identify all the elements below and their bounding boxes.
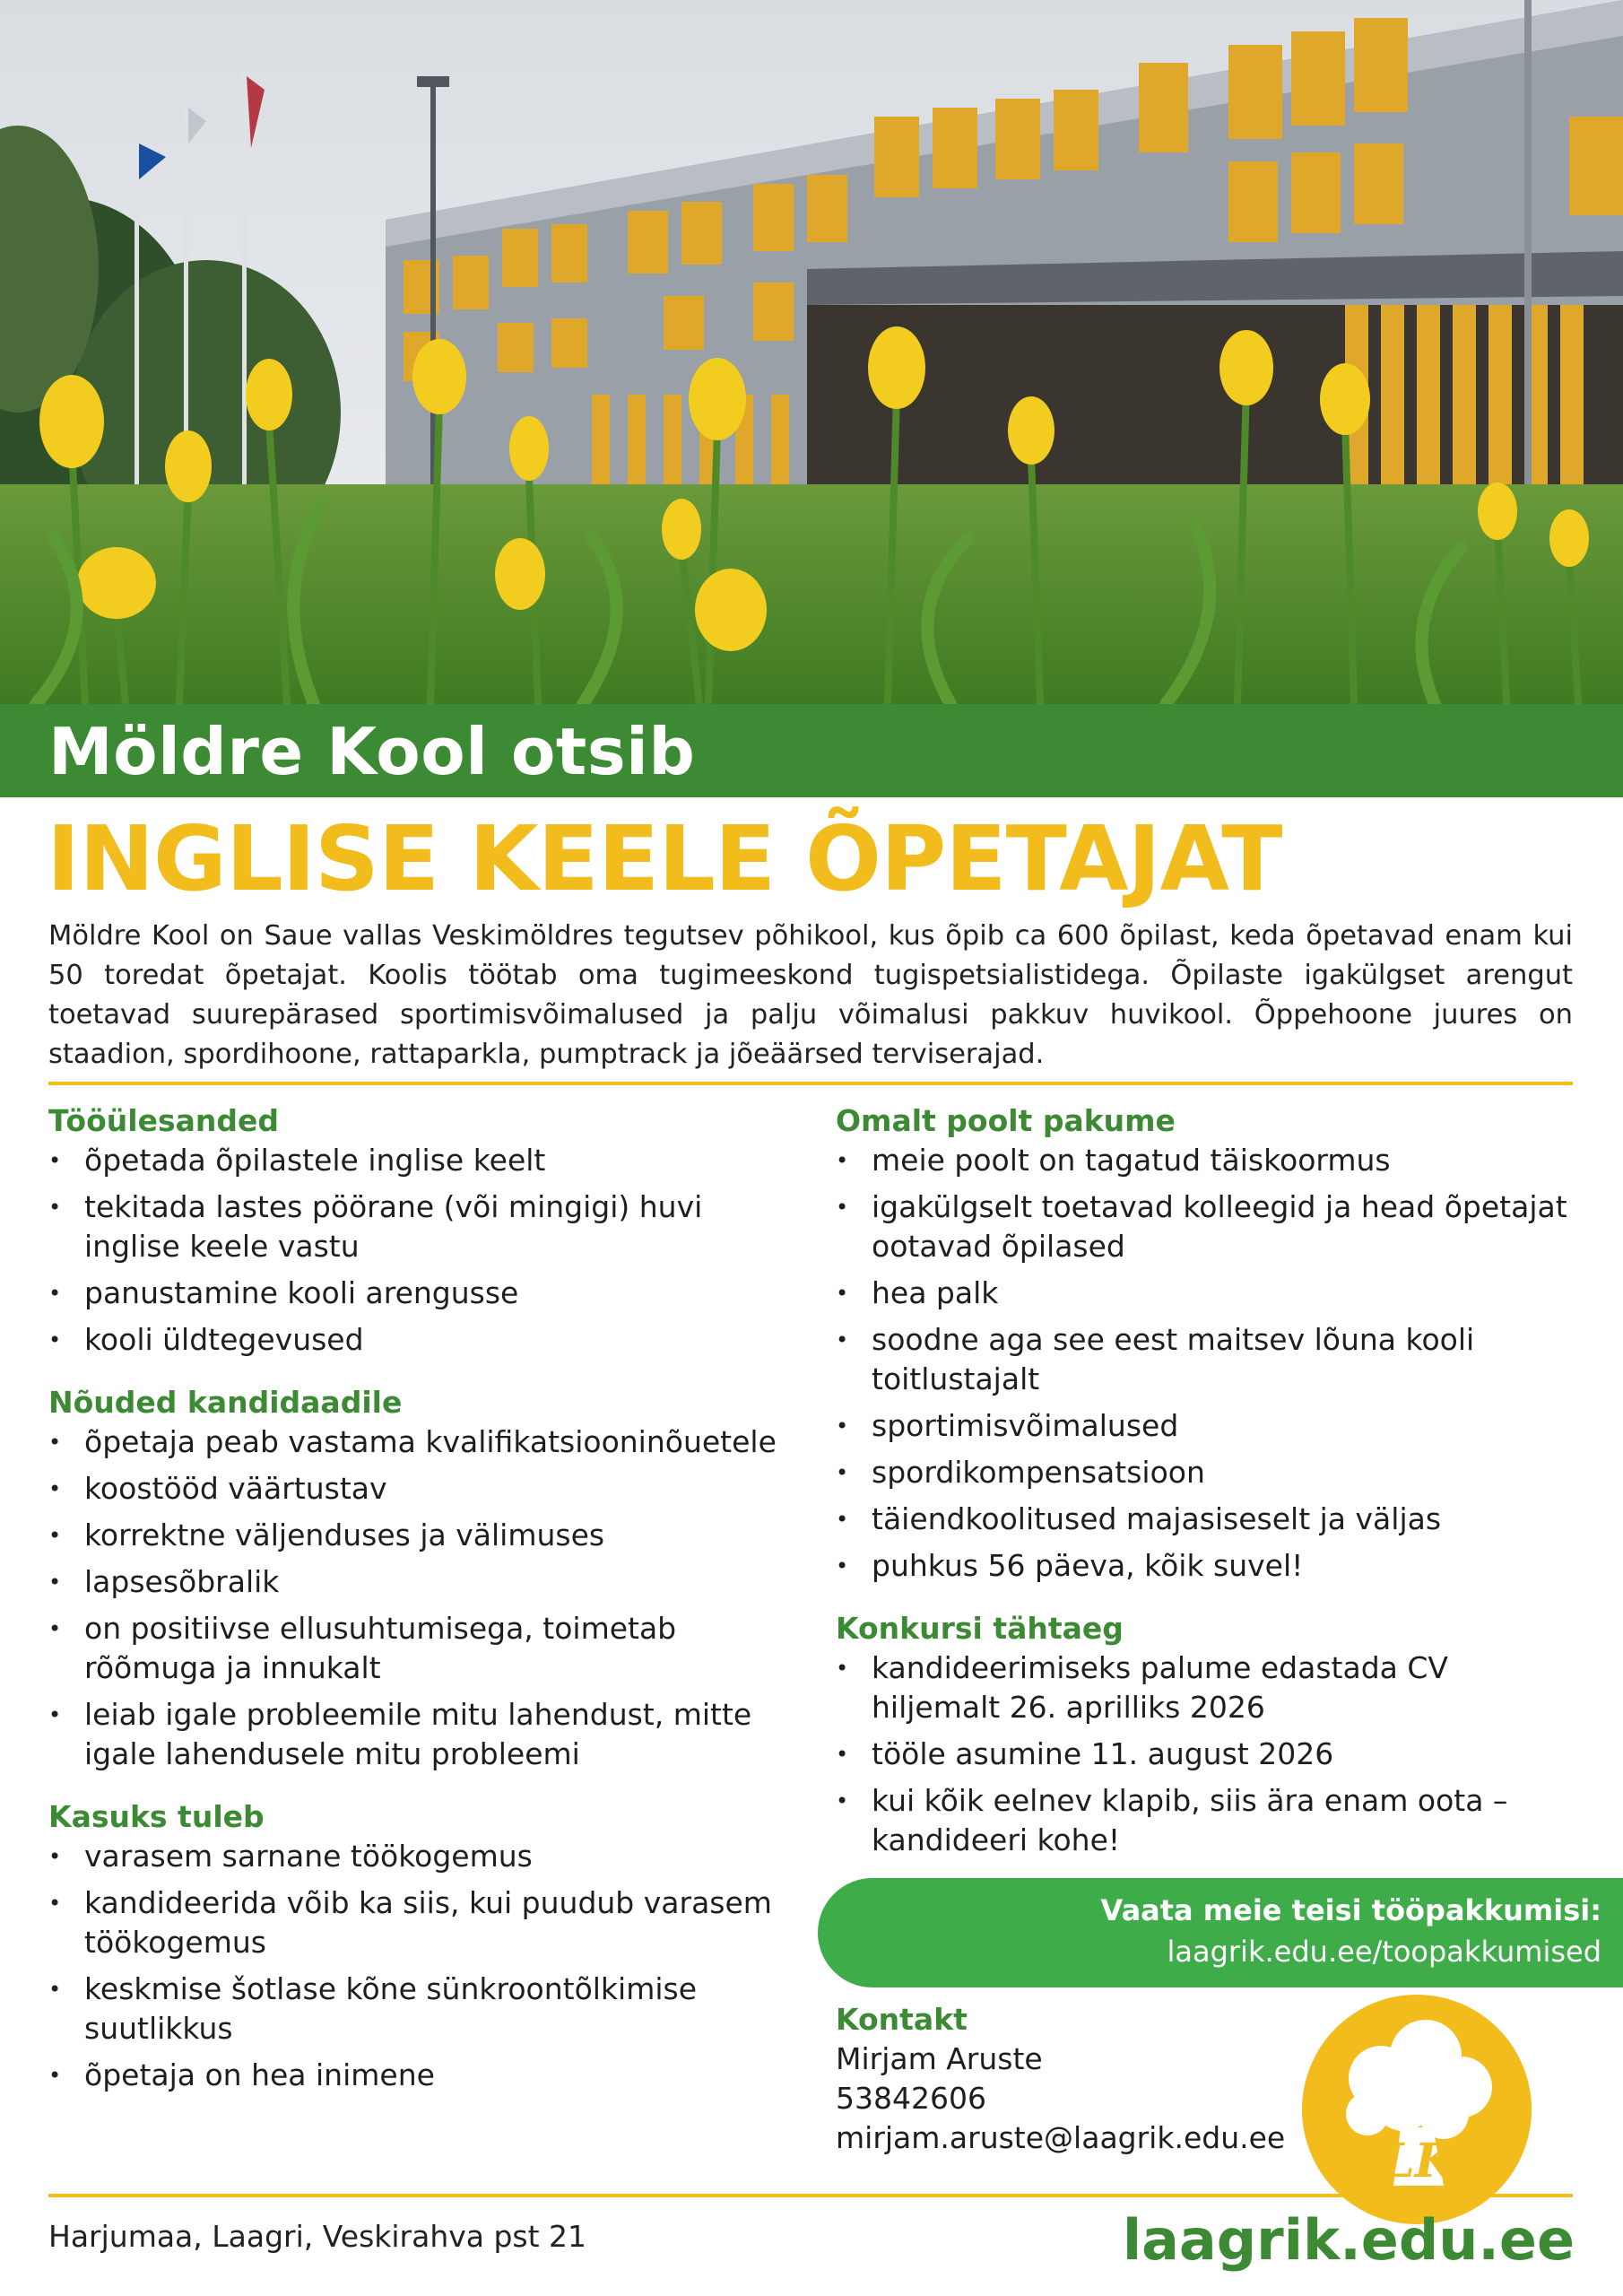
left-column [48,1101,802,2118]
offers-list [836,1141,1571,1586]
list-item: • lapsesõbralik [48,1562,802,1602]
list-item: • varasem sarnane töökogemus [48,1837,802,1876]
duties-list [48,1141,802,1360]
list-item: • tekitada lastes pöörane (või mingigi) huvi inglise keele vastu [48,1187,802,1266]
tree-logo-icon [1300,1993,1533,2226]
list-item: • sportimisvõimalused [836,1406,1571,1446]
logo-monogram: LK [1382,2134,1455,2188]
list-item: • puhkus 56 päeva, kõik suvel! [836,1546,1571,1586]
contact-name: Mirjam Aruste [836,2041,1043,2076]
hero-photo [0,0,1623,704]
list-item: • kui kõik eelnev klapib, siis ära enam oota – kandideeri kohe! [836,1781,1571,1860]
list-item: • kandideerida võib ka siis, kui puudub varasem töökogemus [48,1883,802,1962]
list-item: • meie poolt on tagatud täiskoormus [836,1141,1571,1180]
list-item: • kooli üldtegevused [48,1320,802,1360]
footer-website[interactable]: laagrik.edu.ee [1122,2207,1575,2273]
right-column [836,1101,1571,1883]
list-item: • korrektne väljenduses ja välimuses [48,1516,802,1555]
contact-email[interactable]: mirjam.aruste@laagrik.edu.ee [836,2120,1286,2155]
list-item: • soodne aga see eest maitsev lõuna kooli toitlustajalt [836,1320,1571,1399]
list-item: • igakülgselt toetavad kolleegid ja head õpetajat ootavad õpilased [836,1187,1571,1266]
list-item: • spordikompensatsioon [836,1453,1571,1492]
school-logo [1300,1993,1533,2226]
contact-block [836,2000,1302,2158]
job-title: INGLISE KEELE ÕPETAJAT [47,806,1282,911]
deadline-list [836,1648,1571,1860]
list-item: • keskmise šotlase kõne sünkroontõlkimise suutlikkus [48,1970,802,2048]
list-item: • koostööd väärtustav [48,1469,802,1509]
school-building-photo [0,0,1623,704]
job-offers-link[interactable]: laagrik.edu.ee/toopakkumised [1167,1935,1601,1969]
school-heading: Möldre Kool otsib [48,714,696,789]
section-title-advantages: Kasuks tuleb [48,1799,265,1834]
list-item: • täiendkoolitused majasiseselt ja väljas [836,1500,1571,1539]
advantages-list [48,1837,802,2095]
divider-top [48,1082,1573,1085]
list-item: • leiab igale probleemile mitu lahendust, mitte igale lahendusele mitu probleemi [48,1695,802,1774]
list-item: • on positiivse ellusuhtumisega, toimetab rõõmuga ja innukalt [48,1609,802,1688]
section-title-contact: Kontakt [836,2002,968,2037]
requirements-list [48,1422,802,1774]
job-offers-title: Vaata meie teisi tööpakkumisi: [1100,1893,1601,1927]
job-offers-banner[interactable] [818,1878,1623,1987]
footer-address: Harjumaa, Laagri, Veskirahva pst 21 [48,2219,587,2254]
list-item: • kandideerimiseks palume edastada CV hiljemalt 26. aprilliks 2026 [836,1648,1571,1727]
section-title-deadline: Konkursi tähtaeg [836,1611,1124,1646]
list-item: • õpetada õpilastele inglise keelt [48,1141,802,1180]
intro-paragraph: Möldre Kool on Saue vallas Veskimöldres tegutsev põhikool, kus õpib ca 600 õpilast, keda õpetavad enam kui 50 toredat õpetajat. Koolis töötab oma tugimeeskond tugispetsialistidega. Õpilaste igakülgset arengut toetavad suurepärased sportimisvõimalused ja palju võimalusi pakkuv huvikool. Õppehoone juures on staadion, spordihoone, rattaparkla, pumptrack ja jõeäärsed terviserajad. [48,920,1573,1070]
list-item: • panustamine kooli arengusse [48,1274,802,1313]
list-item: • õpetaja on hea inimene [48,2056,802,2095]
section-title-duties: Tööülesanded [48,1103,279,1138]
divider-bottom [48,2194,1573,2197]
contact-phone[interactable]: 53842606 [836,2081,986,2116]
section-title-offers: Omalt poolt pakume [836,1103,1176,1138]
list-item: • tööle asumine 11. august 2026 [836,1735,1571,1774]
list-item: • õpetaja peab vastama kvalifikatsiooninõuetele [48,1422,802,1462]
section-title-requirements: Nõuded kandidaadile [48,1385,403,1420]
list-item: • hea palk [836,1274,1571,1313]
